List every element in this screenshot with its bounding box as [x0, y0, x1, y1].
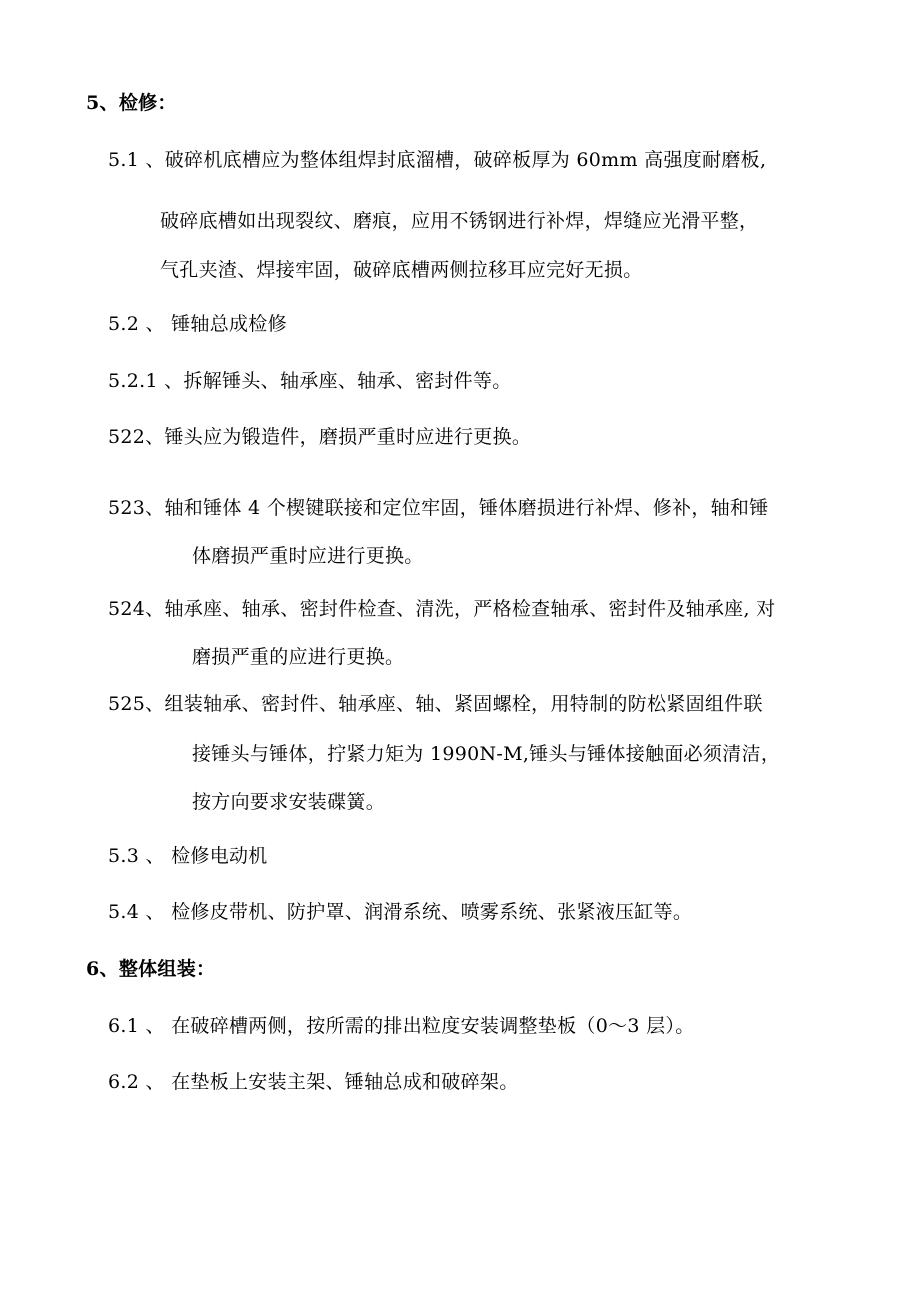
item-525-line-3: 按方向要求安装碟簧。	[192, 791, 386, 813]
item-6-1: 6.1 、 在破碎槽两侧，按所需的排出粒度安装调整垫板（0～3 层）。	[108, 1015, 695, 1037]
item-525-line-2: 接锤头与锤体，拧紧力矩为 1990N-M,锤头与锤体接触面必须清洁，	[192, 743, 781, 765]
item-524-line-1: 524、轴承座、轴承、密封件检查、清洗，严格检查轴承、密封件及轴承座, 对	[108, 598, 776, 620]
item-522: 522、锤头应为锻造件，磨损严重时应进行更换。	[108, 426, 532, 448]
item-5-3: 5.3 、 检修电动机	[108, 845, 268, 867]
item-5-1-line-1: 5.1 、破碎机底槽应为整体组焊封底溜槽，破碎板厚为 60mm 高强度耐磨板,	[108, 149, 767, 171]
item-524-line-2: 磨损严重的应进行更换。	[192, 646, 405, 668]
item-523-line-1: 523、轴和锤体 4 个楔键联接和定位牢固，锤体磨损进行补焊、修补，轴和锤	[108, 497, 769, 519]
item-5-4: 5.4 、 检修皮带机、防护罩、润滑系统、喷雾系统、张紧液压缸等。	[108, 901, 693, 923]
item-523-line-2: 体磨损严重时应进行更换。	[192, 545, 424, 567]
item-525-line-1: 525、组装轴承、密封件、轴承座、轴、紧固螺栓，用特制的防松紧固组件联	[108, 693, 763, 715]
item-5-2: 5.2 、 锤轴总成检修	[108, 313, 287, 335]
item-5-1-line-2: 破碎底槽如出现裂纹、磨痕，应用不锈钢进行补焊，焊缝应光滑平整，	[160, 210, 759, 232]
section-5-heading: 5、检修：	[86, 92, 177, 114]
item-6-2: 6.2 、 在垫板上安装主架、锤轴总成和破碎架。	[108, 1071, 519, 1093]
item-5-1-line-3: 气孔夹渣、焊接牢固，破碎底槽两侧拉移耳应完好无损。	[160, 259, 643, 281]
section-6-heading: 6、整体组装：	[86, 958, 216, 980]
item-5-2-1: 5.2.1 、拆解锤头、轴承座、轴承、密封件等。	[108, 370, 512, 392]
